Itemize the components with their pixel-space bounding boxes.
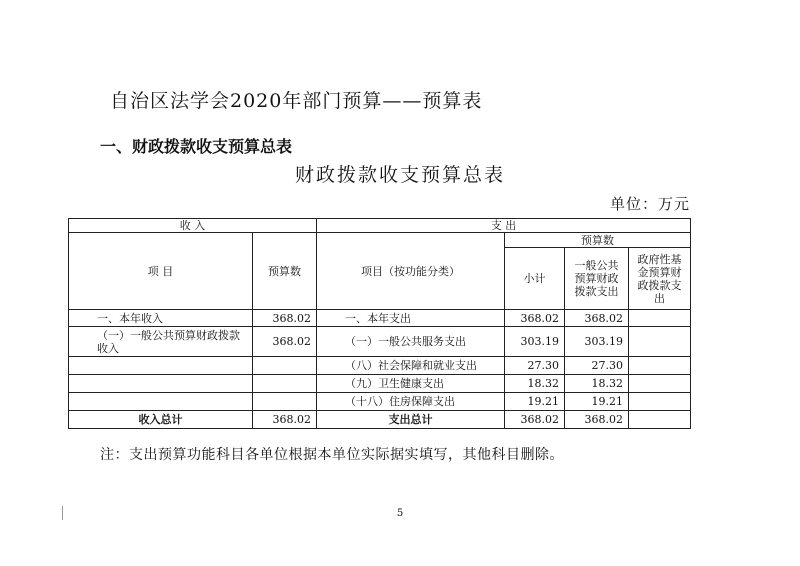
budget-number-header: 预算数 [505, 233, 691, 248]
expense-item: （十八）住房保障支出 [317, 393, 505, 411]
expense-item: （八）社会保障和就业支出 [317, 357, 505, 375]
budget-table [68, 218, 691, 429]
table-row [69, 357, 691, 375]
footnote: 注：支出预算功能科目各单位根据本单位实际据实填写，其他科目删除。 [100, 447, 564, 463]
general-amount: 368.02 [565, 310, 629, 327]
expense-header: 支 出 [317, 219, 691, 233]
subtotal-amount: 303.19 [505, 327, 565, 357]
expense-item: 一、本年支出 [317, 310, 505, 327]
income-item-header: 项 目 [69, 233, 253, 310]
subtotal-amount: 27.30 [505, 357, 565, 375]
income-total-label: 收入总计 [69, 411, 253, 429]
section-title: 一、财政拨款收支预算总表 [100, 137, 293, 156]
general-amount: 27.30 [565, 357, 629, 375]
table-title: 财政拨款收支预算总表 [294, 164, 505, 186]
header-row-2 [69, 233, 691, 248]
fund-total [629, 411, 691, 429]
expense-item: （九）卫生健康支出 [317, 375, 505, 393]
income-amount: 368.02 [253, 327, 317, 357]
fund-amount [629, 327, 691, 357]
subtotal-header: 小计 [505, 248, 565, 310]
gov-fund-header: 政府性基金预算财政拨款支出 [629, 248, 691, 310]
income-amount: 368.02 [253, 310, 317, 327]
fund-amount [629, 357, 691, 375]
income-budget-header: 预算数 [253, 233, 317, 310]
fund-amount [629, 393, 691, 411]
header-row-1 [69, 219, 691, 233]
income-amount [253, 357, 317, 375]
income-total-amount: 368.02 [253, 411, 317, 429]
fund-amount [629, 375, 691, 393]
general-budget-header: 一般公共预算财政拨款支出 [565, 248, 629, 310]
totals-row [69, 411, 691, 429]
table-row [69, 393, 691, 411]
general-amount: 19.21 [565, 393, 629, 411]
income-amount [253, 375, 317, 393]
table-row [69, 327, 691, 357]
expense-total-label: 支出总计 [317, 411, 505, 429]
expense-item: （一）一般公共服务支出 [317, 327, 505, 357]
income-item [69, 357, 253, 375]
unit-label: 单位：万元 [610, 195, 691, 213]
income-item [69, 393, 253, 411]
general-total: 368.02 [565, 411, 629, 429]
general-amount: 18.32 [565, 375, 629, 393]
income-item: 一、本年收入 [69, 310, 253, 327]
document-title: 自治区法学会2020年部门预算——预算表 [110, 90, 483, 112]
page-number: 5 [396, 508, 404, 519]
subtotal-amount: 18.32 [505, 375, 565, 393]
table-row [69, 375, 691, 393]
table-row [69, 310, 691, 327]
fund-amount [629, 310, 691, 327]
income-amount [253, 393, 317, 411]
income-header: 收 入 [69, 219, 317, 233]
subtotal-total: 368.02 [505, 411, 565, 429]
income-item: （一）一般公共预算财政拨款收入 [69, 327, 253, 357]
subtotal-amount: 19.21 [505, 393, 565, 411]
general-amount: 303.19 [565, 327, 629, 357]
expense-item-header: 项目（按功能分类） [317, 233, 505, 310]
income-item [69, 375, 253, 393]
subtotal-amount: 368.02 [505, 310, 565, 327]
